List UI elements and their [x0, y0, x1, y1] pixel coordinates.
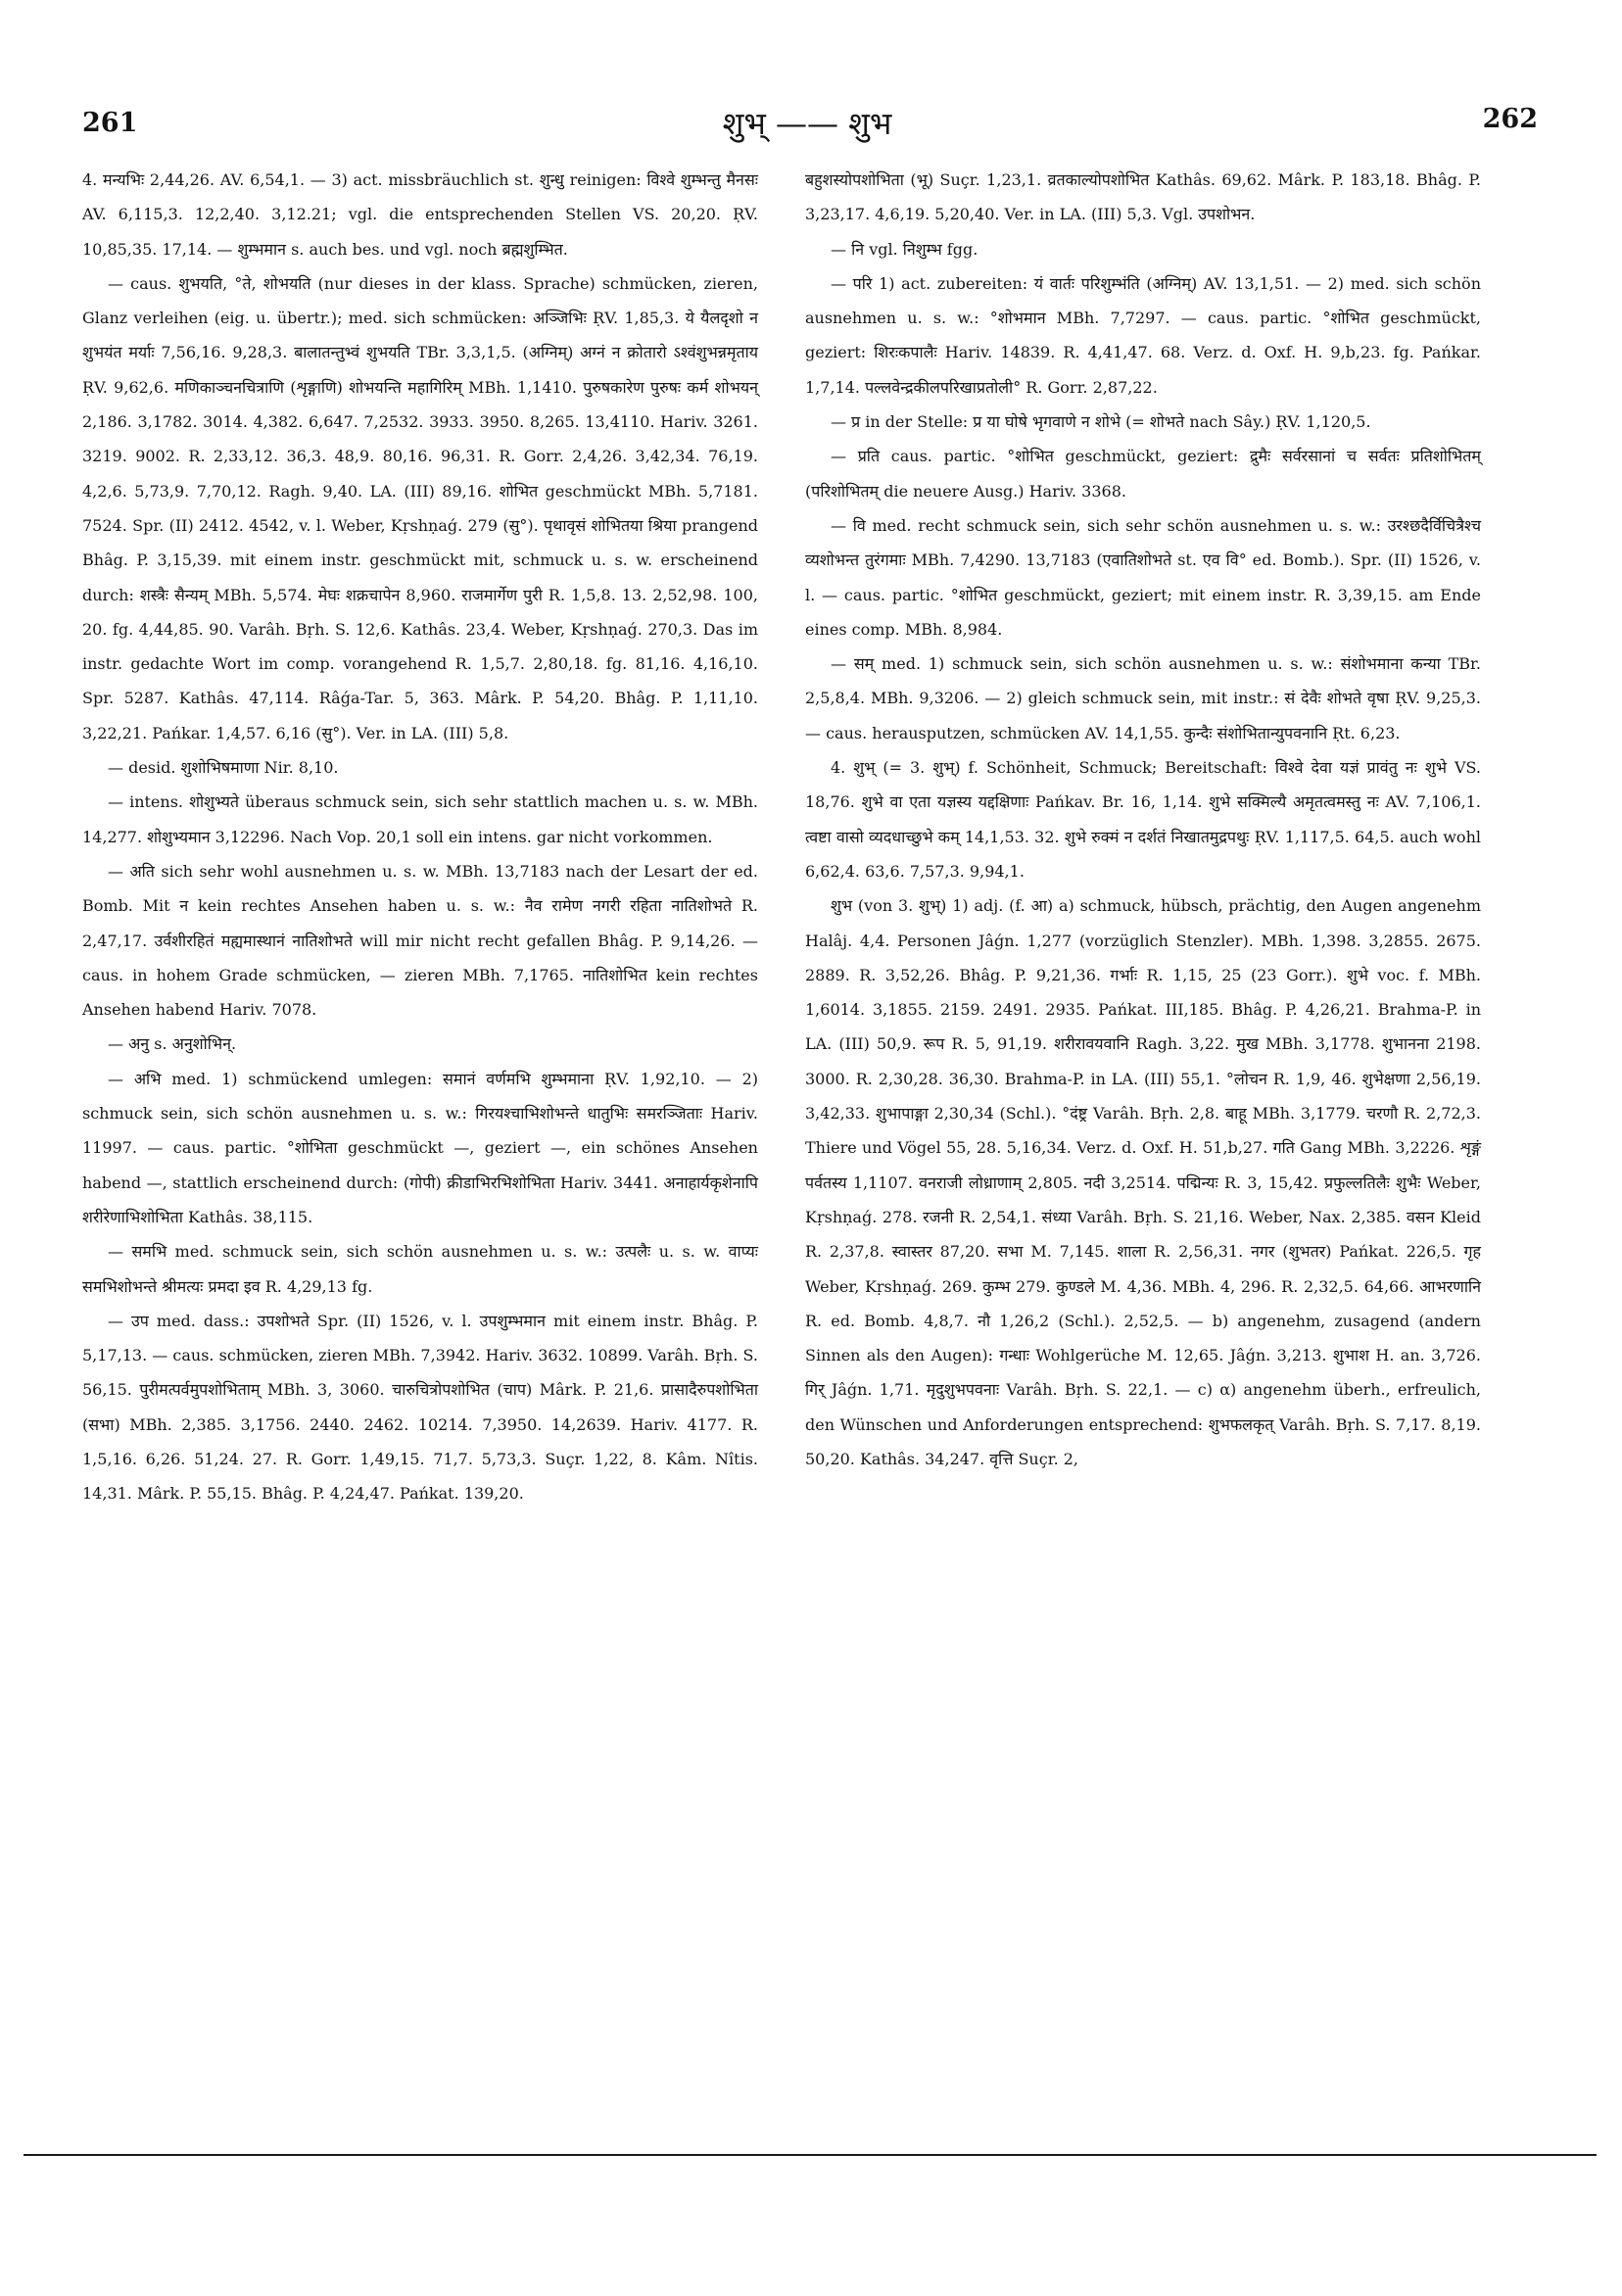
dictionary-entry: — caus. शुभयति, °ते, शोभयति (nur dieses in der klass. Sprache) schmücken, zieren, Glanz verleihen (eig. u. übertr.); med. sich schmücken: अञ्जिभिः ṚV. 1,85,3. ये यैलदृशो न शुभयंत मर्याः 7,56,16. 9,28,3. बालातन्तुभ्वं शुभयति TBr. 3,3,1,5. (अग्निम्) अग्नं न क्रोतारो ऽश्वंशुभन्नमृताय ṚV. 9,62,6. मणिकाञ्चनचित्राणि (शृङ्गाणि) शोभयन्ति महागिरिम् MBh. 1,1410. पुरुषकारेण पुरुषः कर्म शोभयन् 2,186. 3,1782. 3014. 4,382. 6,647. 7,2532. 3933. 3950. 8,265. 13,4110. Hariv. 3261. 3219. 9002. R. 2,33,12. 36,3. 48,9. 80,16. 96,31. R. Gorr. 2,4,26. 3,42,34. 76,19. 4,2,6. 5,73,9. 7,70,12. Ragh. 9,40. LA. (III) 89,16. शोभित geschmückt MBh. 5,7181. 7524. Spr. (II) 2412. 4542, v. l. Weber, Kṛshṇaǵ. 279 (सु°). पृथावृसं शोभितया श्रिया prangend Bhâg. P. 3,15,39. mit einem instr. geschmückt mit, schmuck u. s. w. erscheinend durch: शस्त्रैः सैन्यम् MBh. 5,574. मेघः शक्रचापेन 8,960. राजमार्गेण पुरी R. 1,5,8. 13. 2,52,98. 100, 20. fg. 4,44,85. 90. Varâh. Bṛh. S. 12,6. Kathâs. 23,4. Weber, Kṛshṇaǵ. 270,3. Das im instr. gedachte Wort im comp. vorangehend R. 1,5,7. 2,80,18. fg. 81,16. 4,16,10. Spr. 5287. Kathâs. 47,114. Râǵa-Tar. 5, 363. Mârk. P. 54,20. Bhâg. P. 1,11,10. 3,22,21. Pańkar. 1,4,57. 6,16 (सु°). Ver. in LA. (III) 5,8.	[82, 273, 758, 742]
dictionary-entry: — सम् med. 1) schmuck sein, sich schön ausnehmen u. s. w.: संशोभमाना कन्या TBr. 2,5,8,4. MBh. 9,3206. — 2) gleich schmuck sein, mit instr.: सं देवैः शोभते वृषा ṚV. 9,25,3. — caus. herausputzen, schmücken AV. 14,1,55. कुन्दैः संशोभितान्युपवनानि Ṛt. 6,23.	[805, 654, 1481, 742]
dictionary-entry: — अभि med. 1) schmückend umlegen: समानं वर्णमभि शुम्भमाना ṚV. 1,92,10. — 2) schmuck sein, sich schön ausnehmen u. s. w.: गिरयश्चाभिशोभन्ते धातुभिः समरञ्जिताः Hariv. 11997. — caus. partic. °शोभिता geschmückt —, geziert —, ein schönes Ansehen habend —, stattlich erscheinend durch: (गोपी) क्रीडाभिरभिशोभिता Hariv. 3441. अनाहार्यकृशेनापि शरीरेणाभिशोभिता Kathâs. 38,115.	[82, 1069, 758, 1226]
dictionary-entry: 4. मन्यभिः 2,44,26. AV. 6,54,1. — 3) act. missbräuchlich st. शुन्धु reinigen: विश्वे शुम्भन्तु मैनसः AV. 6,115,3. 12,2,40. 3,12.21; vgl. die entsprechenden Stellen VS. 20,20. ṚV. 10,85,35. 17,14. — शुम्भमान s. auch bes. und vgl. noch ब्रह्मशुम्भित.	[82, 170, 758, 259]
running-title: शुभ् —— शुभ	[722, 105, 892, 142]
dictionary-entry: — उप med. dass.: उपशोभते Spr. (II) 1526, v. l. उपशुम्भमान mit einem instr. Bhâg. P. 5,17,13. — caus. schmücken, zieren MBh. 7,3942. Hariv. 3632. 10899. Varâh. Bṛh. S. 56,15. पुरीमत्पर्वमुपशोभिताम् MBh. 3, 3060. चारुचित्रोपशोभित (चाप) Mârk. P. 21,6. प्रासादैरुपशोभिता (सभा) MBh. 2,385. 3,1756. 2440. 2462. 10214. 7,3950. 14,2639. Hariv. 4177. R. 1,5,16. 6,26. 51,24. 27. R. Gorr. 1,49,15. 71,7. 5,73,3. Suçr. 1,22, 8. Kâm. Nîtis. 14,31. Mârk. P. 55,15. Bhâg. P. 4,24,47. Pańkat. 139,20.	[82, 1311, 758, 1504]
dictionary-entry: — परि 1) act. zubereiten: यं वार्तः परिशुम्भंति (अग्निम्) AV. 13,1,51. — 2) med. sich schön ausnehmen u. s. w.: °शोभमान MBh. 7,7297. — caus. partic. °शोभित geschmückt, geziert: शिरःकपालैः Hariv. 14839. R. 4,41,47. 68. Verz. d. Oxf. H. 9,b,23. fg. Pańkar. 1,7,14. पल्लवेन्द्रकीलपरिखाप्रतोली° R. Gorr. 2,87,22.	[805, 273, 1481, 397]
dictionary-entry: — समभि med. schmuck sein, sich schön ausnehmen u. s. w.: उत्पलैः u. s. w. वाप्यः समभिशोभन्ते श्रीमत्यः प्रमदा इव R. 4,29,13 fg.	[82, 1242, 758, 1296]
dictionary-entry: — desid. शुशोभिषमाणा Nir. 8,10.	[108, 758, 339, 778]
dictionary-entry: — intens. शोशुभ्यते überaus schmuck sein, sich sehr stattlich machen u. s. w. MBh. 14,277. शोशुभ्यमान 3,12296. Nach Vop. 20,1 soll ein intens. gar nicht vorkommen.	[82, 792, 758, 846]
dictionary-entry: — प्रति caus. partic. °शोभित geschmückt, geziert: द्रुमैः सर्वरसानां च सर्वतः प्रतिशोभितम् (परिशोभितम् die neuere Ausg.) Hariv. 3368.	[805, 447, 1481, 501]
dictionary-entry: शुभ (von 3. शुभ्) 1) adj. (f. आ) a) schmuck, hübsch, prächtig, den Augen angenehm Halâj. 4,4. Personen Jâǵn. 1,277 (vorzüglich Stenzler). MBh. 1,398. 3,2855. 2675. 2889. R. 3,52,26. Bhâg. P. 9,21,36. गर्भाः R. 1,15, 25 (23 Gorr.). शुभे voc. f. MBh. 1,6014. 3,1855. 2159. 2491. 2935. Pańkat. III,185. Bhâg. P. 4,26,21. Brahma-P. in LA. (III) 50,9. रूप R. 5, 91,19. शरीरावयवानि Ragh. 3,22. मुख MBh. 3,1778. शुभानना 2198. 3000. R. 2,30,28. 36,30. Brahma-P. in LA. (III) 55,1. °लोचन R. 1,9, 46. शुभेक्षणा 2,56,19. 3,42,33. शुभापाङ्गा 2,30,34 (Schl.). °दंष्ट्र Varâh. Bṛh. 2,8. बाहू MBh. 3,1779. चरणौ R. 2,72,3. Thiere und Vögel 55, 28. 5,16,34. Verz. d. Oxf. H. 51,b,27. गति Gang MBh. 3,2226. शृङ्गं पर्वतस्य 1,1107. वनराजी लोध्राणाम् 2,805. नदी 3,2514. पद्मिन्यः R. 3, 15,42. प्रफुल्लतिलैः शुभैः Weber, Kṛshṇaǵ. 278. रजनी R. 2,54,1. संध्या Varâh. Bṛh. S. 21,16. Weber, Nax. 2,385. वसन Kleid R. 2,37,8. स्वास्तर 87,20. सभा M. 7,145. शाला R. 2,56,31. नगर (शुभतर) Pańkat. 226,5. गृह Weber, Kṛshṇaǵ. 269. कुम्भ 279. कुण्डले M. 4,36. MBh. 4, 296. R. 2,32,5. 64,66. आभरणानि R. ed. Bomb. 4,8,7. नौ 1,26,2 (Schl.). 2,52,5. — b) angenehm, zusagend (andern Sinnen als den Augen): गन्धाः Wohlgerüche M. 12,65. Jâǵn. 3,213. शुभाश H. an. 3,726. गिर् Jâǵn. 1,71. मृदुशुभपवनाः Varâh. Bṛh. S. 22,1. — c) α) angenehm überh., erfreulich, den Wünschen und Anforderungen entsprechend: शुभफलकृत् Varâh. Bṛh. S. 7,17. 8,19. 50,20. Kathâs. 34,247. वृत्ति Suçr. 2,	[805, 896, 1481, 1468]
dictionary-entry: — अनु s. अनुशोभिन्.	[108, 1034, 237, 1054]
page-header	[82, 102, 1538, 141]
page-number-left: 261	[82, 108, 138, 138]
dictionary-entry: 4. शुभ् (= 3. शुभ्) f. Schönheit, Schmuck; Bereitschaft: विश्वे देवा यज्ञं प्रावंतु नः शुभे VS. 18,76. शुभे वा एता यज्ञस्य यद्दक्षिणाः Pańkav. Br. 16, 1,14. शुभे सक्मिल्यै अमृतत्वमस्तु नः AV. 7,106,1. त्वष्टा वासो व्यदधाच्छुभे कम् 14,1,53. 32. शुभे रुक्मं न दर्शतं निखातमुद्रपथुः ṚV. 1,117,5. 64,5. auch wohl 6,62,4. 63,6. 7,57,3. 9,94,1.	[805, 758, 1481, 881]
dictionary-entry: — नि vgl. निशुम्भ fgg.	[831, 239, 978, 259]
dictionary-entry: बहुशस्योपशोभिता (भू) Suçr. 1,23,1. व्रतकाल्योपशोभित Kathâs. 69,62. Mârk. P. 183,18. Bhâg. P. 3,23,17. 4,6,19. 5,20,40. Ver. in LA. (III) 5,3. Vgl. उपशोभन.	[805, 170, 1481, 224]
right-column	[805, 163, 1481, 1476]
left-column	[82, 163, 758, 1511]
dictionary-entry: — प्र in der Stelle: प्र या घोषे भृगवाणे न शोभे (= शोभते nach Sây.) ṚV. 1,120,5.	[831, 412, 1371, 432]
page-number-right: 262	[1482, 104, 1538, 134]
dictionary-entry: — वि med. recht schmuck sein, sich sehr schön ausnehmen u. s. w.: उरश्छदैर्विचित्रैश्च व्यशोभन्त तुरंगमाः MBh. 7,4290. 13,7183 (एवातिशोभते st. एव वि° ed. Bomb.). Spr. (II) 1526, v. l. — caus. partic. °शोभित geschmückt, geziert; mit einem instr. R. 3,39,15. am Ende eines comp. MBh. 8,984.	[805, 515, 1481, 639]
footer-rule	[24, 2154, 1597, 2156]
dictionary-entry: — अति sich sehr wohl ausnehmen u. s. w. MBh. 13,7183 nach der Lesart der ed. Bomb. Mit न kein rechtes Ansehen haben u. s. w.: नैव रामेण नगरी रहिता नातिशोभते R. 2,47,17. उर्वशीरहितं मह्यमास्थानं नातिशोभते will mir nicht recht gefallen Bhâg. P. 9,14,26. — caus. in hohem Grade schmücken, — zieren MBh. 7,1765. नातिशोभित kein rechtes Ansehen habend Hariv. 7078.	[82, 861, 758, 1020]
